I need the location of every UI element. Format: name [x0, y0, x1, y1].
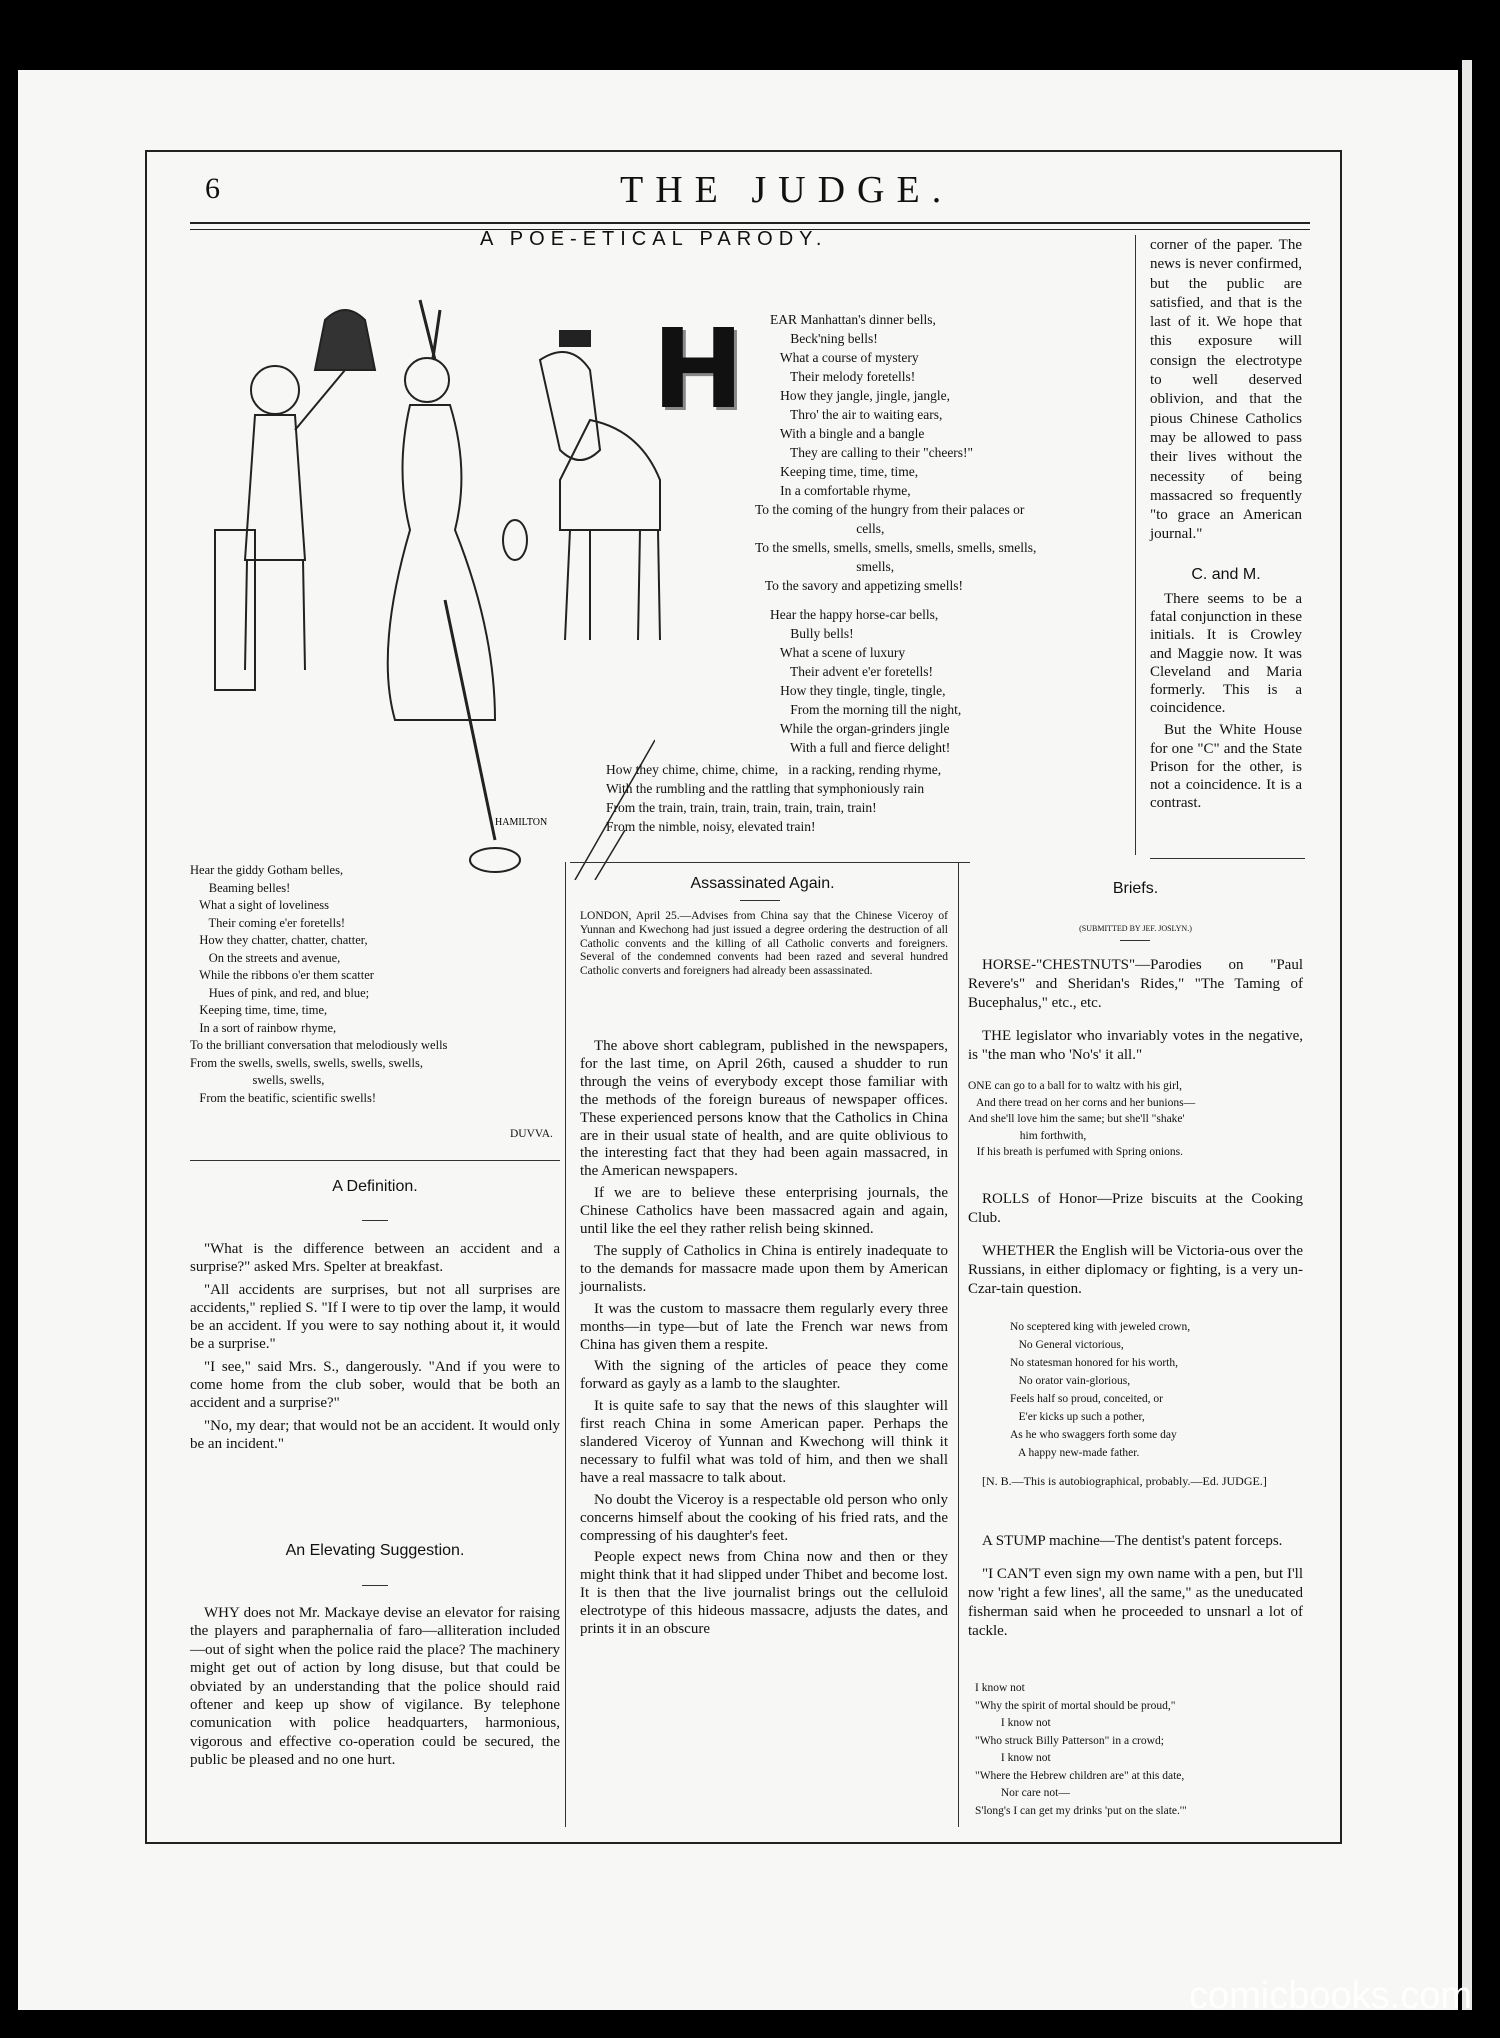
poem-signature: DUVVA. — [510, 1128, 553, 1140]
elevating-body — [190, 1604, 560, 1774]
page-number: 6 — [205, 172, 220, 205]
assassinated-heading: Assassinated Again. — [690, 875, 835, 892]
watermark: comicbooks.com — [1189, 1975, 1472, 2017]
brief-item: A STUMP machine—The dentist's patent forceps. — [982, 1533, 1283, 1549]
short-rule — [362, 1220, 388, 1221]
brief-item: WHETHER the English will be Victoria-ous over the Russians, in either diplomacy or fighting, is a very un-Czar-tain question. — [968, 1243, 1303, 1297]
continued-text — [1150, 236, 1302, 549]
definition-paragraph: "All accidents are surprises, but not all surprises are accidents," replied S. "If I were to tip over the lamp, it would be an accident. If you were to say nothing about it, it would be a surprise." — [190, 1281, 560, 1353]
briefs-body-3 — [968, 1532, 1303, 1645]
definition-paragraph: "No, my dear; that would not be an accident. It would only be an incident." — [190, 1417, 560, 1452]
divider — [190, 1160, 560, 1161]
short-rule — [1120, 940, 1150, 941]
page-edge — [1462, 60, 1472, 2010]
poem-stanza-2-end: How they chime, chime, chime, in a racking, rending rhyme, With the rumbling and the rattling that symphoniously rain From the train, train, train, train, train, train, train! From the nimble, noisy, elevated train! — [606, 762, 942, 834]
assassinated-paragraph: No doubt the Viceroy is a respectable old person who only concerns himself about the cooking of his fried rats, and the compressing of his daughter's feet. — [580, 1491, 948, 1544]
brief-item: "I CAN'T even sign my own name with a pen, but I'll now 'right a few lines', all the same," as the uneducated fisherman said when he proceeded to unsnarl a lot of tackle. — [968, 1566, 1303, 1639]
masthead: THE JUDGE. — [620, 169, 954, 211]
c-and-m-paragraph: There seems to be a fatal conjunction in these initials. It is Crowley and Maggie now. It was Cleveland and Maria formerly. This is a coincidence. — [1150, 591, 1302, 717]
briefs-verse-2: No sceptered king with jeweled crown, No General victorious, No statesman honored for his worth, No orator vain-glorious, Feels half so proud, conceited, or E'er kicks up such a pother, As he who swaggers forth some day A happy new-made father. — [1010, 1321, 1191, 1459]
briefs-body-1 — [968, 956, 1303, 1069]
divider — [570, 862, 970, 863]
poem-stanza-2: Hear the happy horse-car bells, Bully bells! What a scene of luxury Their advent e'er foretells! How they tingle, tingle, tingle, From the morning till the night, While the organ-grinders jingle With a full and fierce delight! — [770, 607, 962, 755]
definition-body — [190, 1240, 560, 1457]
short-rule — [362, 1585, 388, 1586]
assassinated-body — [580, 1038, 948, 1643]
elevating-paragraph: WHY does not Mr. Mackaye devise an elevator for raising the players and paraphernalia of faro—alliteration included—out of sight when the police raid the place? The machinery might get out of action by long disuse, but that could be obviated by an understanding that the police should raid oftener and keep up show of vigilance. By telephone comunication with police headquarters, harmonious, vigorous and effective co-operation could be secured, the public be pleased and no one hurt. — [190, 1605, 560, 1769]
dispatch-text: LONDON, April 25.—Advises from China say that the Chinese Viceroy of Yunnan and Kwechong had just issued a degree ordering the destruction of all Catholic convents and the killing of all Catholic converts and foreigners. Several of the condemned convents had been razed and several hundred Catholic converts and foreigners had already been assassinated. — [580, 910, 948, 978]
illustrator-signature: HAMILTON — [495, 817, 548, 828]
c-and-m-paragraph: But the White House for one "C" and the State Prison for the other, is not a coincidence. It is a contrast. — [1150, 722, 1302, 812]
short-rule — [740, 900, 780, 901]
assassinated-paragraph: It is quite safe to say that the news of this slaughter will first reach China in some American paper. Perhaps the slandered Viceroy of Yunnan and Kwechong will think it necessary to fulfil what was told of him, and then we shall have a real massacre to talk about. — [580, 1398, 948, 1486]
c-and-m-heading: C. and M. — [1191, 566, 1261, 583]
poem-stanza-3: Hear the giddy Gotham belles, Beaming belles! What a sight of loveliness Their coming e'er foretells! How they chatter, chatter, chatter, On the streets and avenue, While the ribbons o'er them scatter Hues of pink, and red, and blue; Keeping time, time, time, In a sort of rainbow rhyme, To the brilliant conversation that melodiously wells From the swells, swells, swells, swells, swells, swells, swells, From the beatific, scientific swells! — [190, 863, 448, 1105]
horse-illustration — [520, 330, 670, 660]
briefs-verse-3: I know not "Why the spirit of mortal should be proud," I know not "Who struck Billy Patterson" in a crowd; I know not "Where the Hebrew children are" at this date, Nor care not— S'long's I can get my drinks 'put on the slate.'" — [975, 1682, 1187, 1817]
assassinated-paragraph: People expect news from China now and then or they might think that it had slipped under Thibet and become lost. It is then that the live journalist brings out the celluloid electrotype of this hideous massacre, adjusts the dates, and prints it in an obscure — [580, 1549, 948, 1638]
assassinated-paragraph: The supply of Catholics in China is entirely inadequate to to the demands for massacre made upon them by American journalists. — [580, 1242, 948, 1295]
definition-paragraph: "I see," said Mrs. S., dangerously. "And if you were to come home from the club sober, would that be both an accident and a surprise?" — [190, 1358, 560, 1412]
briefs-note: [N. B.—This is autobiographical, probably.—Ed. JUDGE.] — [982, 1474, 1267, 1488]
drop-cap-h: H — [651, 305, 745, 433]
brief-item: HORSE-"CHESTNUTS"—Parodies on "Paul Revere's" and Sheridan's Rides," "The Taming of Bucephalus," etc., etc. — [968, 957, 1303, 1011]
definition-heading: A Definition. — [332, 1178, 418, 1195]
briefs-submitted: (SUBMITTED BY JEF. JOSLYN.) — [1079, 924, 1192, 933]
c-and-m-body — [1150, 590, 1302, 816]
elevating-heading: An Elevating Suggestion. — [285, 1542, 465, 1559]
assassinated-paragraph: With the signing of the articles of peace they come forward as gayly as a lamb to the slaughter. — [580, 1358, 948, 1393]
continued-paragraph: corner of the paper. The news is never confirmed, but the public are satisfied, and that is the last of it. We hope that this exposure will consign the electrotype to well deserved oblivion, and that the pious Chinese Catholics may be allowed to pass their lives without the necessity of being massacred so frequently "to grace an American journal." — [1150, 237, 1302, 543]
definition-paragraph: "What is the difference between an accident and a surprise?" asked Mrs. Spelter at breakfast. — [190, 1241, 560, 1276]
column-divider — [1135, 235, 1136, 855]
briefs-verse-1: ONE can go to a ball for to waltz with his girl, And there tread on her corns and her bunions— And she'll love him the same; but she'll "shake' him forthwith, If his breath is perfumed with Spring onions. — [968, 1080, 1196, 1158]
assassinated-paragraph: It was the custom to massacre them regularly every three months—in type—but of late the French war news from China has given them a respite. — [580, 1300, 948, 1353]
briefs-heading: Briefs. — [1112, 880, 1159, 897]
brief-item: THE legislator who invariably votes in the negative, is "the man who 'No's' it all." — [968, 1028, 1303, 1063]
poem-stanza-1: EAR Manhattan's dinner bells, Beck'ning bells! What a course of mystery Their melody foretells! How they jangle, jingle, jangle, Thro' the air to waiting ears, With a bingle and a bangle They are calling to their "cheers!" Keeping time, time, time, In a comfortable rhyme, — [770, 312, 974, 498]
assassinated-paragraph: The above short cablegram, published in the newspapers, for the last time, on April 26th, caused a shudder to run through the veins of everybody except those familiar with the methods of the foreign bureaus of newspaper offices. These experienced persons know that the Catholics in China are in their usual state of health, and are quite oblivious to the interesting fact that they had been again massacred, in the American newspapers. — [580, 1038, 948, 1180]
poem-stanza-1-end: To the coming of the hungry from their palaces or cells, To the smells, smells, smells, smells, smells, smells, smells, To the savory and appetizing smells! — [755, 502, 1037, 593]
column-divider — [565, 862, 566, 1827]
assassinated-paragraph: If we are to believe these enterprising journals, the Chinese Catholics have been massacred again and again, until like the eel they rather relish being skinned. — [580, 1185, 948, 1238]
brief-item: ROLLS of Honor—Prize biscuits at the Cooking Club. — [968, 1191, 1303, 1226]
divider — [1150, 858, 1305, 859]
article-title: A POE-ETICAL PARODY. — [480, 228, 828, 250]
column-divider — [958, 862, 959, 1827]
briefs-body-2 — [968, 1190, 1303, 1303]
